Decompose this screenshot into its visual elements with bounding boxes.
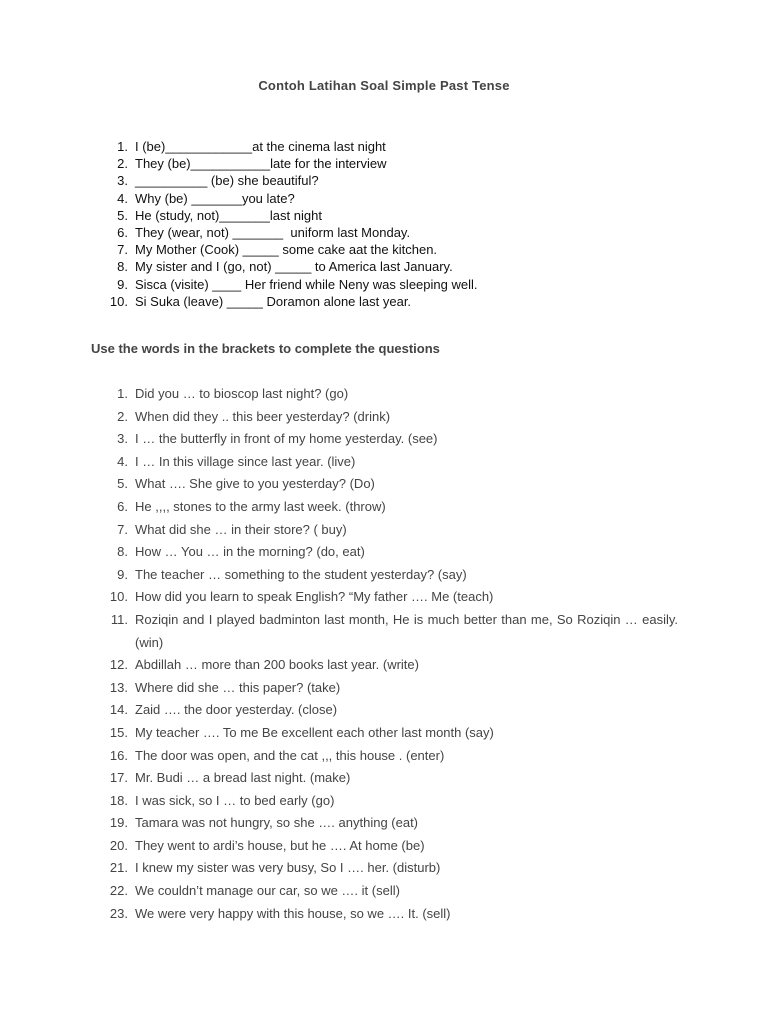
document-title: Contoh Latihan Soal Simple Past Tense: [258, 78, 510, 93]
exercise-list-part2: [108, 383, 678, 925]
item-number: 5.: [117, 207, 128, 223]
item-number: 10.: [109, 293, 128, 309]
list-item: [108, 609, 678, 654]
item-text: Si Suka (leave) _____ Doramon alone last year.: [135, 293, 412, 309]
item-text: Roziqin and I played badminton last month, He is much better than me, So Roziqin … easily. (win): [135, 611, 678, 650]
item-number: 7.: [117, 242, 128, 258]
item-number: 15.: [109, 724, 128, 740]
item-number: 9.: [117, 566, 128, 582]
list-item: [108, 857, 678, 880]
list-item: [108, 276, 708, 293]
item-text: __________ (be) she beautiful?: [135, 173, 319, 189]
item-text: Abdillah … more than 200 books last year. (write): [135, 657, 419, 673]
list-item: [108, 155, 708, 172]
item-number: 1.: [117, 139, 128, 154]
list-item: [108, 767, 678, 790]
list-item: [108, 699, 678, 722]
list-item: [108, 428, 678, 451]
item-text: The teacher … something to the student yesterday? (say): [135, 566, 467, 582]
item-text: They (be)___________late for the interview: [135, 156, 387, 172]
item-number: 3.: [117, 431, 128, 447]
list-item: [108, 224, 708, 241]
item-text: Where did she … this paper? (take): [135, 679, 341, 695]
item-text: Mr. Budi … a bread last night. (make): [135, 770, 351, 786]
item-text: He (study, not)_______last night: [135, 207, 322, 223]
list-item: [108, 835, 678, 858]
item-number: 2.: [117, 156, 128, 172]
item-text: How did you learn to speak English? “My father …. Me (teach): [135, 589, 494, 605]
item-text: I … In this village since last year. (live): [135, 453, 356, 469]
list-item: [108, 293, 708, 310]
list-item: [108, 451, 678, 474]
item-text: We couldn’t manage our car, so we …. it (sell): [135, 883, 400, 899]
item-number: 2.: [117, 408, 128, 424]
item-number: 7.: [117, 521, 128, 537]
list-item: [108, 519, 678, 542]
item-text: I knew my sister was very busy, So I …. her. (disturb): [135, 860, 441, 876]
list-item: [108, 473, 678, 496]
item-number: 13.: [109, 679, 128, 695]
item-number: 11.: [110, 611, 128, 627]
item-number: 9.: [117, 276, 128, 292]
list-item: [108, 586, 678, 609]
item-text: Zaid …. the door yesterday. (close): [135, 702, 338, 718]
item-number: 20.: [109, 837, 128, 853]
item-number: 6.: [117, 498, 128, 514]
list-item: [108, 654, 678, 677]
item-text: Tamara was not hungry, so she …. anything (eat): [135, 815, 419, 831]
item-text: My sister and I (go, not) _____ to America last January.: [135, 259, 453, 275]
list-item: [108, 745, 678, 768]
list-item: [108, 903, 678, 926]
item-text: They went to ardi’s house, but he …. At home (be): [135, 837, 425, 853]
item-number: 22.: [109, 883, 128, 899]
exercise-list-part1: [108, 138, 708, 310]
item-number: 5.: [117, 476, 128, 492]
item-text: My Mother (Cook) _____ some cake aat the kitchen.: [135, 242, 438, 258]
item-number: 16.: [109, 747, 128, 763]
item-number: 3.: [117, 173, 128, 189]
item-number: 19.: [109, 815, 128, 831]
item-number: 17.: [109, 770, 128, 786]
list-item: [108, 564, 678, 587]
item-number: 21.: [109, 860, 128, 876]
list-item: [108, 241, 708, 258]
list-item: [108, 812, 678, 835]
item-text: Why (be) _______you late?: [135, 190, 295, 206]
item-number: 4.: [117, 453, 128, 469]
list-item: [108, 207, 708, 224]
item-text: My teacher …. To me Be excellent each other last month (say): [135, 724, 494, 740]
list-item: [108, 406, 678, 429]
item-text: Sisca (visite) ____ Her friend while Neny was sleeping well.: [135, 276, 478, 292]
list-item: [108, 258, 708, 275]
list-item: [108, 722, 678, 745]
list-item: [108, 383, 678, 406]
item-number: 8.: [117, 259, 128, 275]
list-item: [108, 677, 678, 700]
item-text: How … You … in the morning? (do, eat): [135, 544, 365, 560]
list-item: [108, 541, 678, 564]
item-number: 1.: [117, 386, 128, 401]
item-text: The door was open, and the cat ,,, this house . (enter): [135, 747, 445, 763]
item-text: He ,,,, stones to the army last week. (throw): [135, 498, 386, 514]
item-number: 8.: [117, 544, 128, 560]
item-text: I (be)____________at the cinema last night: [135, 139, 386, 154]
item-text: We were very happy with this house, so we …. It. (sell): [135, 905, 451, 921]
list-item: [108, 190, 708, 207]
list-item: [108, 880, 678, 903]
item-text: What …. She give to you yesterday? (Do): [135, 476, 375, 492]
list-item: [108, 172, 708, 189]
item-number: 18.: [109, 792, 128, 808]
item-text: They (wear, not) _______ uniform last Monday.: [135, 224, 411, 240]
item-number: 6.: [117, 224, 128, 240]
item-text: I … the butterfly in front of my home yesterday. (see): [135, 431, 438, 447]
item-text: When did they .. this beer yesterday? (drink): [135, 408, 391, 424]
list-item: [108, 138, 708, 155]
item-number: 10.: [109, 589, 128, 605]
item-number: 23.: [109, 905, 128, 921]
item-text: Did you … to bioscop last night? (go): [135, 386, 349, 401]
list-item: [108, 496, 678, 519]
item-number: 14.: [109, 702, 128, 718]
item-text: What did she … in their store? ( buy): [135, 521, 347, 537]
list-item: [108, 790, 678, 813]
item-number: 4.: [117, 190, 128, 206]
section-heading: Use the words in the brackets to complete the questions: [91, 341, 440, 356]
item-number: 12.: [109, 657, 128, 673]
item-text: I was sick, so I … to bed early (go): [135, 792, 335, 808]
